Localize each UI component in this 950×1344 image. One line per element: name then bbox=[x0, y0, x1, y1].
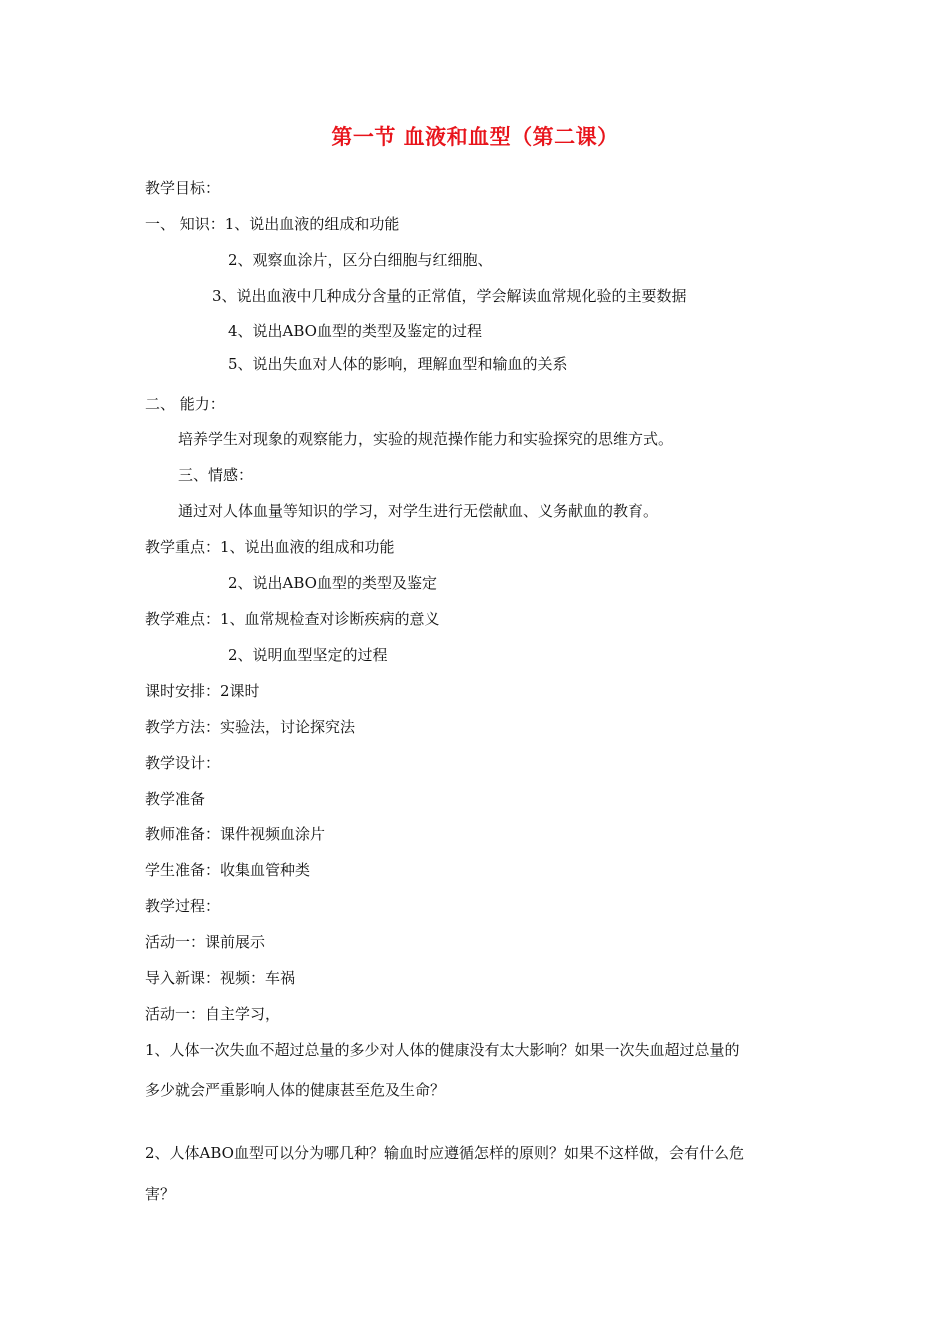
line-self-study: 活动一：自主学习， bbox=[145, 1005, 281, 1023]
line-ability-heading: 二、 能力： bbox=[145, 395, 225, 413]
line-knowledge-4: 4、说出ABO血型的类型及鉴定的过程 bbox=[228, 322, 482, 340]
line-student-prep: 学生准备：收集血管种类 bbox=[145, 861, 311, 879]
line-knowledge-1: 一、 知识：1、说出血液的组成和功能 bbox=[145, 215, 400, 233]
line-emotion-text: 通过对人体血量等知识的学习，对学生进行无偿献血、义务献血的教育。 bbox=[178, 502, 659, 520]
line-key-points-1: 教学重点：1、说出血液的组成和功能 bbox=[145, 538, 395, 556]
line-difficulties-1: 教学难点：1、血常规检查对诊断疾病的意义 bbox=[145, 610, 440, 628]
line-introduction: 导入新课：视频：车祸 bbox=[145, 969, 296, 987]
line-preparation: 教学准备 bbox=[145, 790, 206, 808]
line-question-2b: 害？ bbox=[145, 1185, 176, 1203]
document-title: 第一节 血液和血型（第二课） bbox=[331, 125, 619, 149]
line-question-1b: 多少就会严重影响人体的健康甚至危及生命？ bbox=[145, 1081, 446, 1099]
line-question-1a: 1、人体一次失血不超过总量的多少对人体的健康没有太大影响？如果一次失血超过总量的 bbox=[145, 1041, 740, 1059]
line-teacher-prep: 教师准备：课件视频血涂片 bbox=[145, 825, 326, 843]
line-ability-text: 培养学生对现象的观察能力，实验的规范操作能力和实验探究的思维方式。 bbox=[178, 430, 674, 448]
line-knowledge-3: 3、说出血液中几种成分含量的正常值，学会解读血常规化验的主要数据 bbox=[212, 287, 687, 305]
line-design: 教学设计： bbox=[145, 754, 221, 772]
line-process: 教学过程： bbox=[145, 897, 221, 915]
line-teaching-goals: 教学目标： bbox=[145, 179, 221, 197]
line-schedule: 课时安排：2课时 bbox=[145, 682, 260, 700]
line-knowledge-5: 5、说出失血对人体的影响，理解血型和输血的关系 bbox=[228, 355, 568, 373]
line-key-points-2: 2、说出ABO血型的类型及鉴定 bbox=[228, 574, 437, 592]
line-activity-1: 活动一：课前展示 bbox=[145, 933, 266, 951]
line-knowledge-2: 2、观察血涂片，区分白细胞与红细胞、 bbox=[228, 251, 493, 269]
line-emotion-heading: 三、情感： bbox=[178, 466, 254, 484]
line-methods: 教学方法：实验法，讨论探究法 bbox=[145, 718, 356, 736]
line-difficulties-2: 2、说明血型坚定的过程 bbox=[228, 646, 388, 664]
line-question-2a: 2、人体ABO血型可以分为哪几种？输血时应遵循怎样的原则？如果不这样做，会有什么危 bbox=[145, 1144, 744, 1162]
